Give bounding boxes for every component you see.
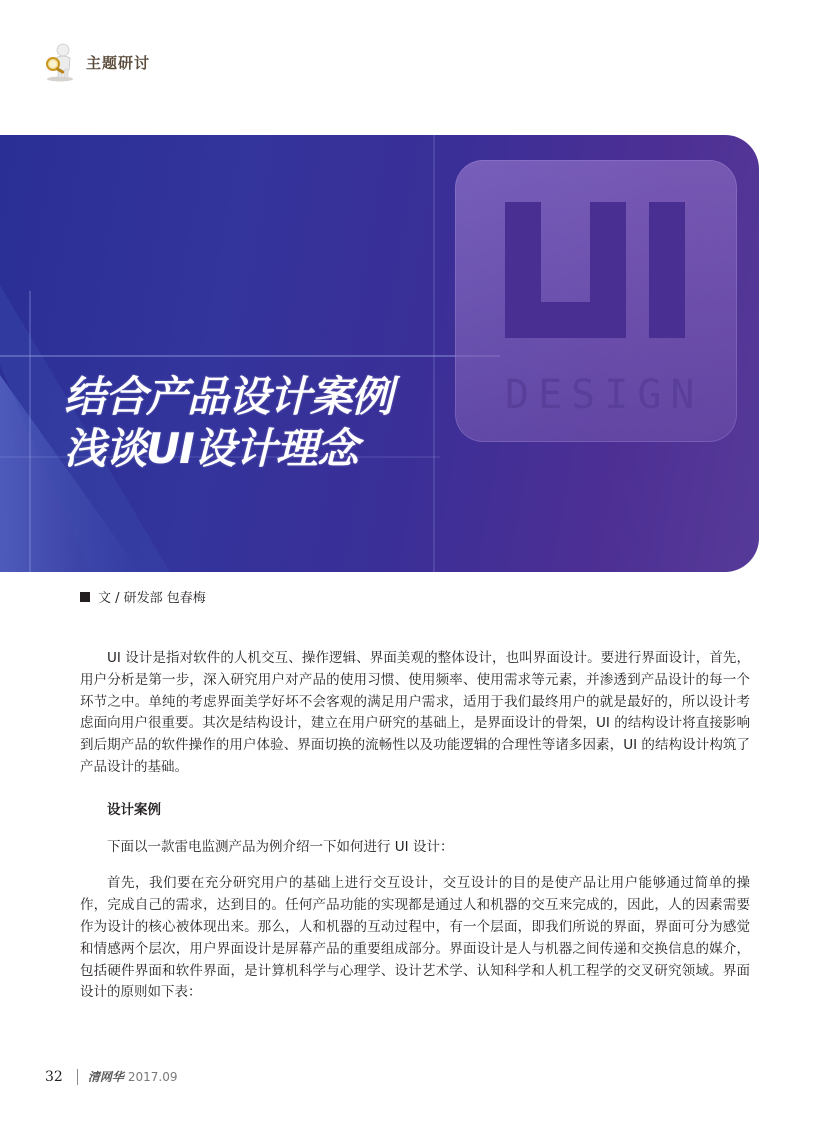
figure-with-magnifier-icon <box>44 42 80 82</box>
ui-design-card <box>455 160 737 442</box>
paragraph-intro: UI 设计是指对软件的人机交互、操作逻辑、界面美观的整体设计，也叫界面设计。要进行界面设计，首先，用户分析是第一步，深入研究用户对产品的使用习惯、使用频率、使用需求等元素，并渗透到产品设计的每一个环节之中。单纯的考虑界面美学好坏不会客观的满足用户需求，适用于我们最终用户的就是最好的，所以设计考虑面向用户很重要。其次是结构设计，建立在用户研究的基础上，是界面设计的骨架，UI 的结构设计将直接影响到后期产品的软件操作的用户体验、界面切换的流畅性以及功能逻辑的合理性等诸多因素，UI 的结构设计构筑了产品设计的基础。 <box>80 650 750 775</box>
byline-text: 文 / 研发部 包春梅 <box>98 591 206 606</box>
title-line-2: 浅谈UI设计理念 <box>64 424 358 473</box>
article-body <box>80 648 750 1004</box>
issue-date: 2017.09 <box>127 1069 178 1084</box>
title-line-1: 结合产品设计案例 <box>64 372 393 421</box>
article-title <box>64 371 392 475</box>
magazine-name: 清网华 <box>87 1070 124 1084</box>
section-title: 主题研讨 <box>86 53 151 72</box>
title-banner <box>0 135 759 572</box>
subheading-design-case: 设计案例 <box>107 801 161 818</box>
footer-divider <box>77 1069 78 1085</box>
section-header <box>44 42 150 82</box>
design-word: DESIGN <box>505 372 704 418</box>
page-footer <box>45 1068 177 1085</box>
page-number: 32 <box>45 1068 63 1085</box>
square-bullet-icon <box>80 592 90 602</box>
paragraph-example-intro: 下面以一款雷电监测产品为例介绍一下如何进行 UI 设计： <box>107 838 454 855</box>
paragraph-interaction-design: 首先，我们要在充分研究用户的基础上进行交互设计，交互设计的目的是使产品让用户能够通过简单的操作，完成自己的需求，达到目的。任何产品功能的实现都是通过人和机器的交互来完成的，因此，人的因素需要作为设计的核心被体现出来。那么，人和机器的互动过程中，有一个层面，即我们所说的界面，界面可分为感觉和情感两个层次，用户界面设计是屏幕产品的重要组成部分。界面设计是人与机器之间传递和交换信息的媒介，包括硬件界面和软件界面，是计算机科学与心理学、设计艺术学、认知科学和人机工程学的交叉研究领域。界面设计的原则如下表： <box>80 875 750 1001</box>
byline <box>80 587 206 606</box>
